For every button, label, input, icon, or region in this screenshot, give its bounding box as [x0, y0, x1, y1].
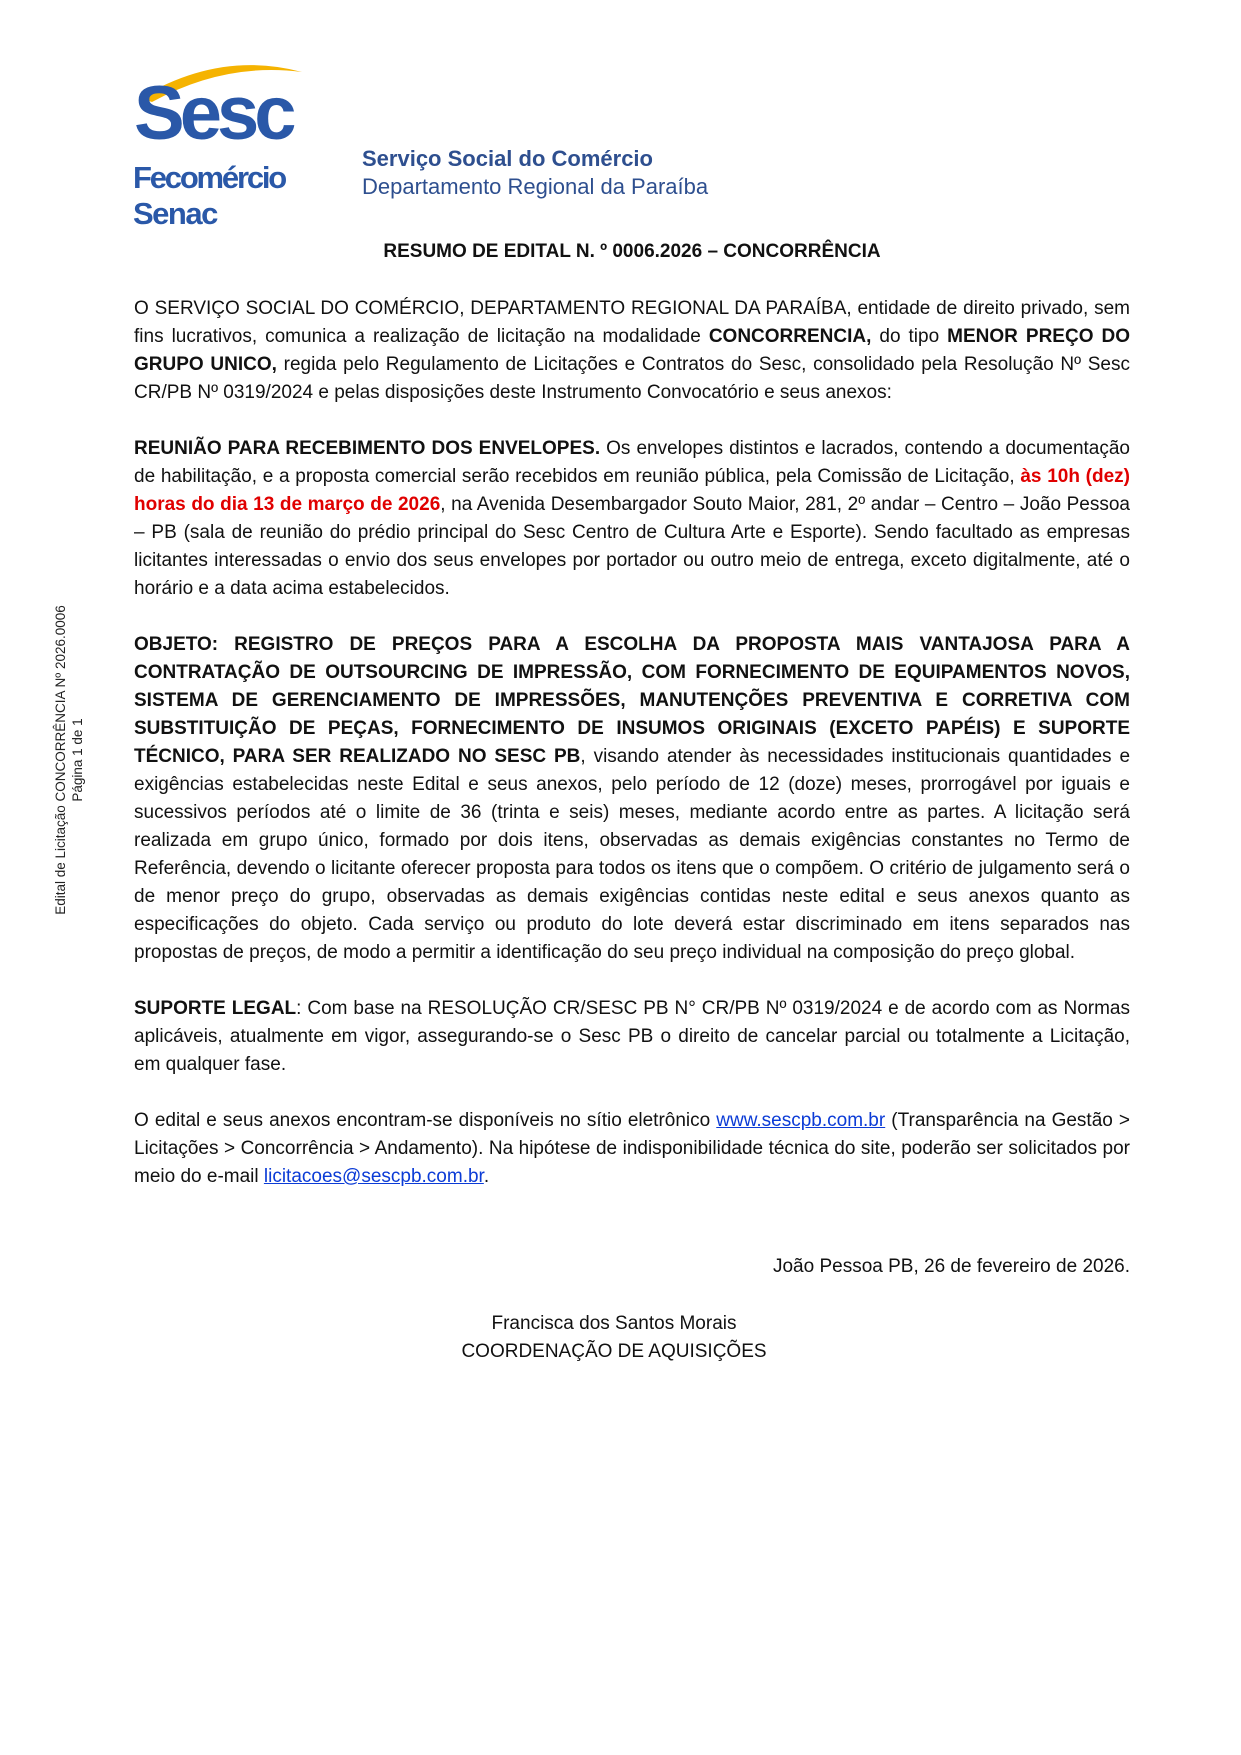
side-note-title: Edital de Licitação CONCORRÊNCIA Nº 2026.0006	[53, 605, 68, 915]
bold-text: OBJETO: REGISTRO DE PREÇOS PARA A ESCOLHA DA PROPOSTA MAIS VANTAJOSA PARA A CONTRATAÇÃO DE OUTSOURCING DE IMPRESSÃO, COM FORNECIMENTO DE EQUIPAMENTOS NOVOS, SISTEMA DE GERENCIAMENTO DE IMPRESSÕES, MANUTENÇÕES PREVENTIVA E CORRETIVA COM SUBSTITUIÇÃO DE PEÇAS, FORNECIMENTO DE INSUMOS ORIGINAIS (EXCETO PAPÉIS) E SUPORTE TÉCNICO, PARA SER REALIZADO NO SESC PB	[134, 634, 1130, 767]
logo-brand: Sesc	[134, 71, 292, 156]
signer-name: Francisca dos Santos Morais	[491, 1313, 737, 1334]
paragraph-object	[134, 631, 1130, 967]
text: , na Avenida Desembargador Souto Maior, 281, 2º andar – Centro – João Pessoa – PB (sala de reunião do prédio principal do Sesc Centro de Cultura Arte e Esporte). Sendo facultado as empresas licitantes interessadas o envio dos seus envelopes por portador ou outro meio de entrega, exceto digitalmente, até o horário e a data acima estabelecidos.	[134, 494, 1130, 599]
text: regida pelo Regulamento de Licitações e Contratos do Sesc, consolidado pela Resolução Nº Sesc CR/PB Nº 0319/2024 e pelas disposições deste Instrumento Convocatório e seus anexos:	[134, 354, 1131, 403]
text: : Com base na RESOLUÇÃO CR/SESC PB N° CR/PB Nº 0319/2024 e de acordo com as Normas aplicáveis, atualmente em vigor, assegurando-se o Sesc PB o direito de cancelar parcial ou totalmente a Licitação, em qualquer fase.	[134, 998, 1130, 1075]
paragraph-legal	[134, 995, 1130, 1079]
document-body	[134, 295, 1130, 1219]
paragraph-meeting	[134, 435, 1130, 603]
side-note	[52, 490, 92, 1030]
text: O edital e seus anexos encontram-se disponíveis no sítio eletrônico	[134, 1110, 717, 1131]
logo-fecomercio: Fecomércio	[133, 160, 286, 195]
text: , visando atender às necessidades institucionais quantidades e exigências estabelecidas neste Edital e seus anexos, pelo período de 12 (doze) meses, prorrogável por iguais e sucessivos períodos até o limite de 36 (trinta e seis) meses, mediante acordo entre as partes. A licitação será realizada em grupo único, formado por dois itens, observadas as demais exigências constantes no Termo de Referência, devendo o licitante oferecer proposta para todos os itens que o compõem. O critério de julgamento será o de menor preço do grupo, observadas as demais exigências contidas neste edital e seus anexos quanto as especificações do objeto. Cada serviço ou produto do lote deverá estar discriminado em itens separados nas propostas de preços, de modo a permitir a identificação do seu preço individual na composição do preço global.	[134, 746, 1131, 963]
bold-text: CONCORRENCIA,	[708, 326, 872, 347]
text: O SERVIÇO SOCIAL DO COMÉRCIO, DEPARTAMENTO REGIONAL DA PARAÍBA, entidade de direito privado, sem fins lucrativos, comunica a realização de licitação na modalidade	[134, 298, 1130, 347]
email-link[interactable]: licitacoes@sescpb.com.br	[263, 1166, 484, 1187]
side-note-page: Página 1 de 1	[70, 718, 85, 802]
text: (Transparência na Gestão > Licitações > Concorrência > Andamento). Na hipótese de indisponibilidade técnica do site, poderão ser solicitados por meio do e-mail	[134, 1110, 1130, 1187]
bold-text: REUNIÃO PARA RECEBIMENTO DOS ENVELOPES.	[134, 438, 601, 459]
paragraph-availability	[134, 1107, 1130, 1191]
sesc-logo	[130, 58, 308, 233]
org-header	[362, 145, 708, 201]
text: do tipo	[871, 326, 948, 347]
document-title: RESUMO DE EDITAL N. º 0006.2026 – CONCORRÊNCIA	[383, 241, 881, 262]
logo-senac: Senac	[133, 196, 217, 231]
highlight-date: às 10h (dez) horas do dia 13 de março de 2026	[134, 466, 1130, 515]
document-date: João Pessoa PB, 26 de fevereiro de 2026.	[772, 1256, 1130, 1277]
text: Os envelopes distintos e lacrados, contendo a documentação de habilitação, e a proposta comercial serão recebidos em reunião pública, pela Comissão de Licitação,	[134, 438, 1130, 487]
bold-text: MENOR PREÇO DO GRUPO UNICO,	[134, 326, 1130, 375]
text: .	[483, 1166, 490, 1187]
bold-text: SUPORTE LEGAL	[134, 998, 297, 1019]
paragraph-intro	[134, 295, 1130, 407]
org-dept: Departamento Regional da Paraíba	[362, 174, 709, 199]
signer-role: COORDENAÇÃO DE AQUISIÇÕES	[461, 1341, 767, 1362]
signature-block	[134, 1310, 1094, 1366]
website-link[interactable]: www.sescpb.com.br	[716, 1110, 886, 1131]
org-name: Serviço Social do Comércio	[362, 146, 653, 171]
